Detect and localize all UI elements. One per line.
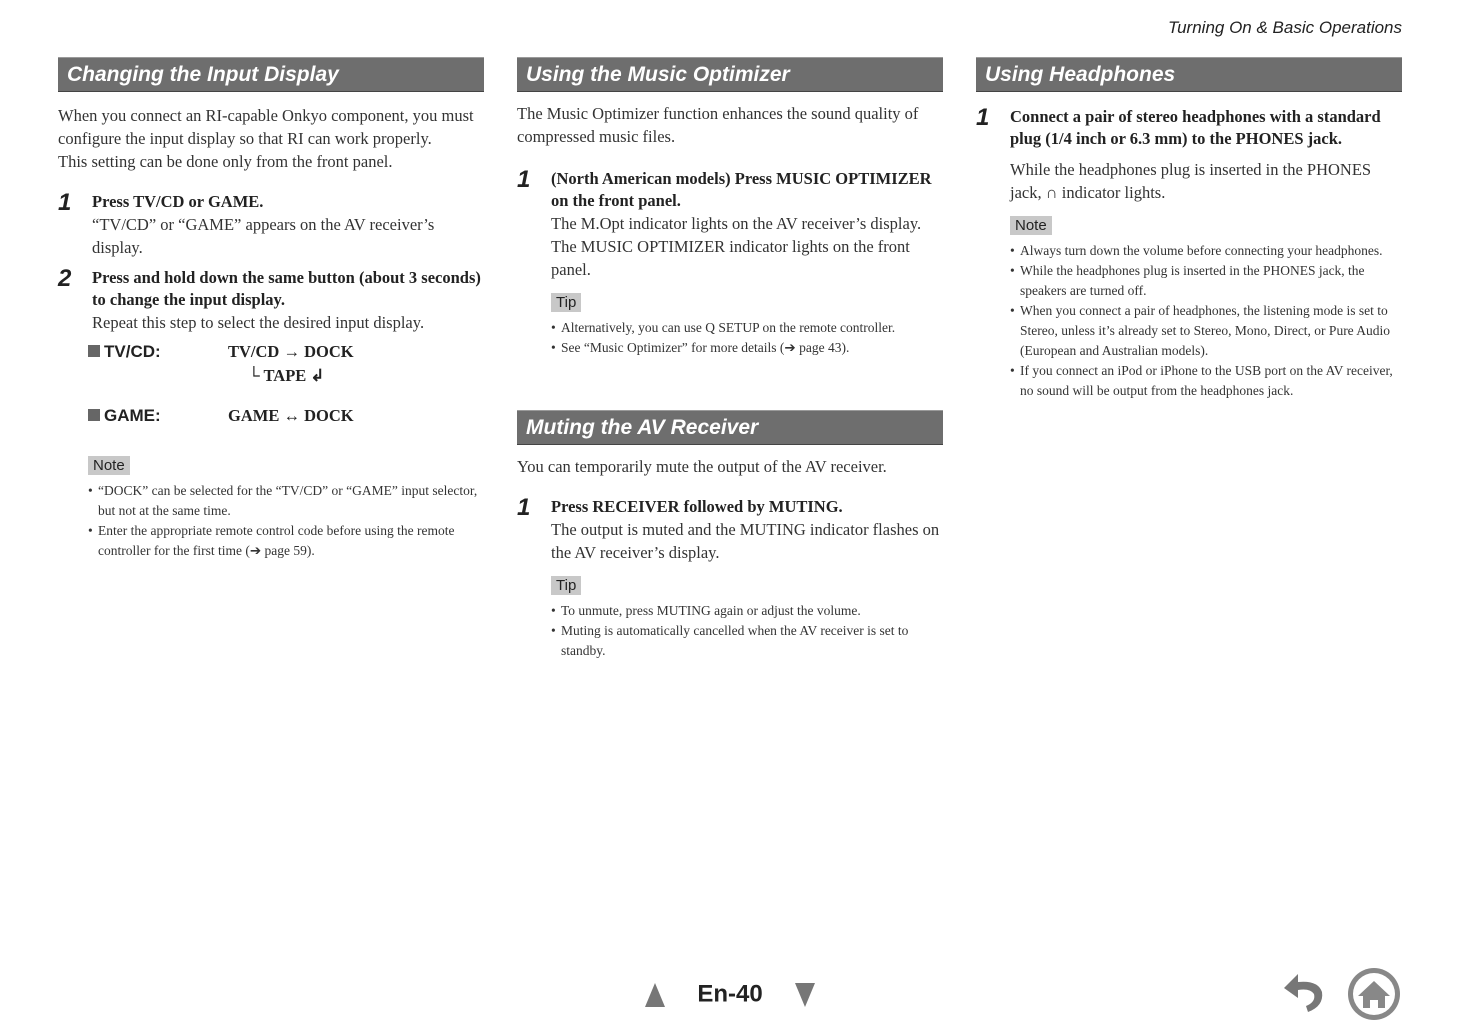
tip-badge: Tip — [551, 576, 581, 595]
return-arrow-icon: └ — [248, 366, 264, 385]
list-item: • To unmute, press MUTING again or adjust the volume. — [551, 601, 943, 621]
tvcd-flow — [88, 342, 484, 398]
tvcd-flow-line-2: └ TAPE ↲ — [248, 366, 325, 385]
tip-list — [551, 601, 943, 661]
list-item: • Muting is automatically cancelled when the AV receiver is set to standby. — [551, 621, 943, 661]
column-music-optimizer — [517, 57, 943, 661]
square-bullet-icon — [88, 409, 100, 421]
list-item: • “DOCK” can be selected for the “TV/CD” or “GAME” input selector, but not at the same time. — [88, 481, 484, 521]
next-page-icon[interactable] — [795, 983, 815, 1007]
nav-icons — [1278, 966, 1402, 1022]
prev-page-icon[interactable] — [645, 983, 665, 1007]
column-input-display — [58, 57, 484, 561]
home-icon[interactable] — [1348, 968, 1400, 1020]
step-text: “TV/CD” or “GAME” appears on the AV receiver’s display. — [92, 215, 435, 257]
column-headphones — [976, 57, 1402, 401]
step-text: While the headphones plug is inserted in the PHONES jack, ∩ indicator lights. — [1010, 160, 1372, 202]
intro-text: The Music Optimizer function enhances the sound quality of compressed music files. — [517, 104, 919, 146]
step-1 — [517, 168, 943, 358]
intro-text-2: This setting can be done only from the front panel. — [58, 152, 393, 171]
tvcd-label: TV/CD: — [88, 342, 161, 362]
list-item: • Always turn down the volume before connecting your headphones. — [1010, 241, 1402, 261]
section-title-music-optimizer: Using the Music Optimizer — [517, 57, 943, 92]
list-item: • When you connect a pair of headphones, the listening mode is set to Stereo, unless it’s already set to Stereo, Mono, Direct, or Pure Audio (European and Australian models). — [1010, 301, 1402, 361]
list-item: • If you connect an iPod or iPhone to the USB port on the AV receiver, no sound will be output from the headphones jack. — [1010, 361, 1402, 401]
step-text: Repeat this step to select the desired input display. — [92, 313, 425, 332]
page-footer — [640, 980, 820, 1009]
step-number: 2 — [58, 265, 72, 292]
step-title: Press TV/CD or GAME. — [92, 192, 264, 211]
game-flow — [88, 406, 484, 434]
section-header: Turning On & Basic Operations — [1167, 18, 1402, 37]
step-number: 1 — [976, 104, 990, 131]
page-number: En-40 — [697, 980, 763, 1008]
muting-intro: You can temporarily mute the output of the AV receiver. — [517, 457, 887, 476]
note-badge: Note — [1010, 216, 1052, 235]
step-2 — [58, 267, 484, 334]
list-item: • Enter the appropriate remote control code before using the remote controller for the first time (➔ page 59). — [88, 521, 484, 561]
tip-box — [551, 293, 943, 358]
step-title: Press and hold down the same button (about 3 seconds) to change the input display. — [92, 268, 481, 309]
list-item: • Alternatively, you can use Q SETUP on the remote controller. — [551, 318, 943, 338]
tip-box-2 — [551, 576, 943, 661]
step-number: 1 — [517, 166, 531, 193]
note-list — [1010, 241, 1402, 401]
section-title-headphones: Using Headphones — [976, 57, 1402, 92]
step-1 — [976, 106, 1402, 401]
note-list — [88, 481, 484, 561]
back-arrow-icon[interactable] — [1284, 974, 1322, 1012]
tip-list — [551, 318, 943, 358]
step-text-2: The MUSIC OPTIMIZER indicator lights on the front panel. — [551, 237, 910, 279]
step-title: Press RECEIVER followed by MUTING. — [551, 497, 843, 516]
step-title: Connect a pair of stereo headphones with a standard plug (1/4 inch or 6.3 mm) to the PHONES jack. — [1010, 107, 1381, 148]
step-number: 1 — [58, 189, 72, 216]
game-flow-text: GAME ↔ DOCK — [228, 406, 354, 425]
tvcd-flow-line-1: TV/CD → DOCK — [228, 342, 354, 361]
back-arrow-icon: ↲ — [310, 366, 325, 385]
list-item: • See “Music Optimizer” for more details (➔ page 43). — [551, 338, 943, 358]
note-box — [88, 456, 484, 561]
section-title-muting: Muting the AV Receiver — [517, 410, 943, 445]
step-title: (North American models) Press MUSIC OPTIMIZER on the front panel. — [551, 169, 932, 210]
step-number: 1 — [517, 494, 531, 521]
intro-text: When you connect an RI-capable Onkyo component, you must configure the input display so that RI can work properly. — [58, 106, 474, 148]
note-badge: Note — [88, 456, 130, 475]
game-label: GAME: — [88, 406, 161, 426]
step-text: The output is muted and the MUTING indicator flashes on the AV receiver’s display. — [551, 520, 940, 562]
note-box — [1010, 216, 1402, 401]
list-item: • While the headphones plug is inserted in the PHONES jack, the speakers are turned off. — [1010, 261, 1402, 301]
tip-badge: Tip — [551, 293, 581, 312]
step-1 — [58, 191, 484, 259]
section-title-input-display: Changing the Input Display — [58, 57, 484, 92]
step-text: The M.Opt indicator lights on the AV receiver’s display. — [551, 214, 922, 233]
square-bullet-icon — [88, 345, 100, 357]
muting-step-1 — [517, 496, 943, 661]
